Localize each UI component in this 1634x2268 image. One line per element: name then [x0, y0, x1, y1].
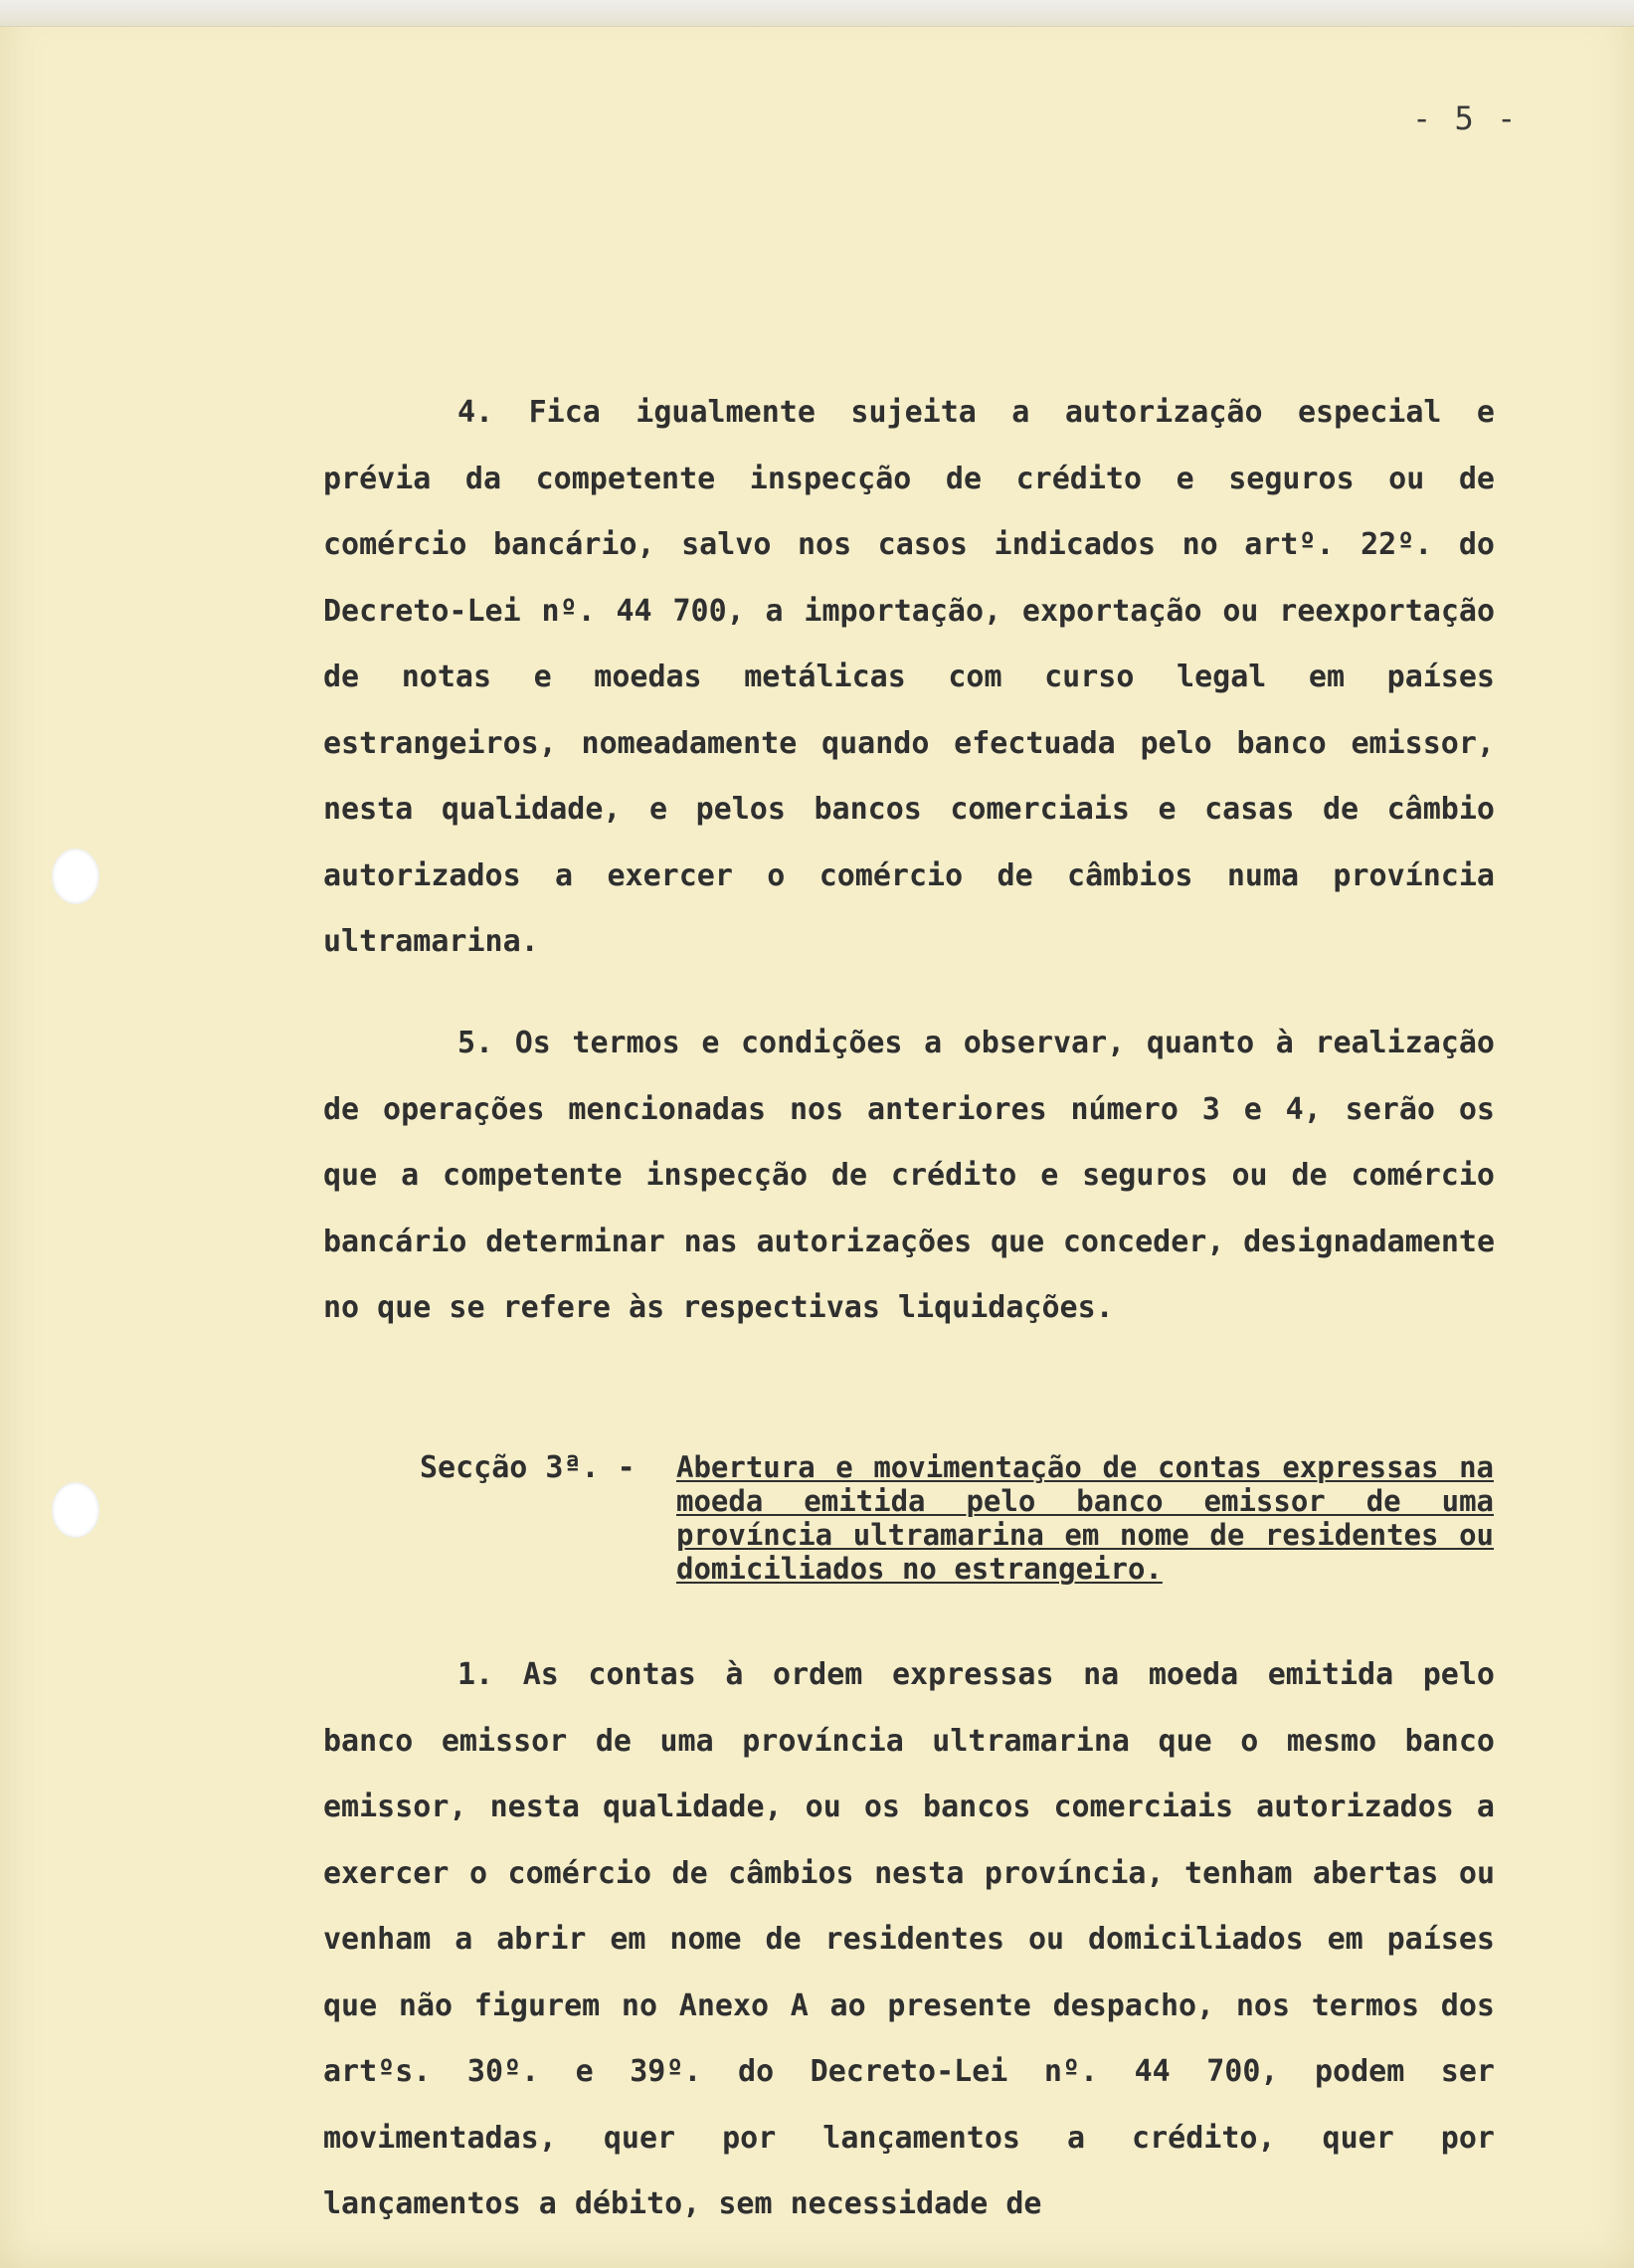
page-number: - 5 - [1412, 99, 1519, 137]
scan-top-edge [0, 0, 1634, 27]
punch-hole-lower [52, 1482, 99, 1538]
paragraph-4-text: 4. Fica igualmente sujeita a autorização especial e prévia da competente inspecção de crédito e seguros ou de comércio bancário, salvo nos casos indicados no artº. 22º. do Decreto-Lei nº. 44 700, a importação, exportação ou reexportação de notas e moedas metálicas com curso legal em países estrangeiros, nomeadamente quando efectuada pelo banco emissor, nesta qualidade, e pelos bancos comerciais e casas de câmbio autorizados a exercer o comércio de câmbios numa província ultramarina. [323, 395, 1495, 959]
paragraph-4 [323, 380, 1495, 976]
punch-hole-upper [52, 849, 99, 904]
paragraph-5-text: 5. Os termos e condições a observar, quanto à realização de operações mencionadas nos anteriores número 3 e 4, serão os que a competente inspecção de crédito e seguros ou de comércio bancário determinar nas autorizações que conceder, designadamente no que se refere às respectivas liquidações. [323, 1026, 1495, 1325]
paragraph-5 [323, 1011, 1495, 1342]
section-3-label: Secção 3ª. - [420, 1450, 635, 1485]
section-3-paragraph-1 [323, 1642, 1495, 2238]
section-3-paragraph-1-text: 1. As contas à ordem expressas na moeda emitida pelo banco emissor de uma província ultramarina que o mesmo banco emissor, nesta qualidade, ou os bancos comerciais autorizados a exercer o comércio de câmbios nesta província, tenham abertas ou venham a abrir em nome de residentes ou domiciliados em países que não figurem no Anexo A ao presente despacho, nos termos dos artºs. 30º. e 39º. do Decreto-Lei nº. 44 700, podem ser movimentadas, quer por lançamentos a crédito, quer por lançamentos a débito, sem necessidade de [323, 1657, 1495, 2221]
section-3-title: Abertura e movimentação de contas expressas na moeda emitida pelo banco emissor de uma província ultramarina em nome de residentes ou domiciliados no estrangeiro. [676, 1450, 1494, 1586]
